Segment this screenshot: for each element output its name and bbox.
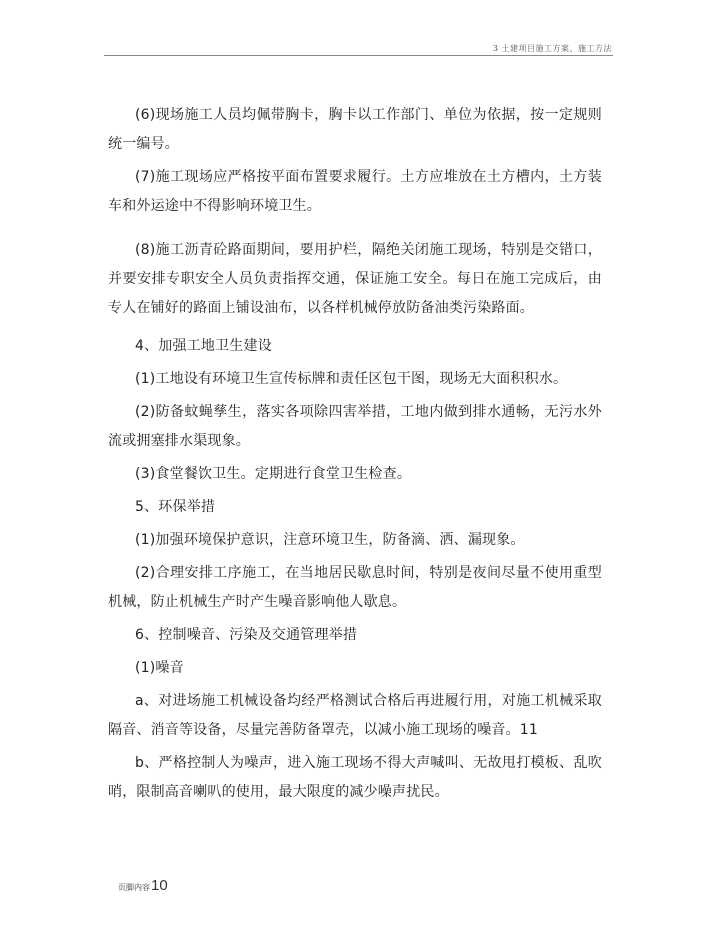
paragraph-noise-a: a、对进场施工机械设备均经严格测试合格后再进履行用，对施工机械采取隔音、消音等设备，尽量完善防备罩壳，以减小施工现场的噪音。11 bbox=[108, 693, 602, 738]
paragraph-item-8: (8)施工沥青砼路面期间，要用护栏，隔绝关闭施工现场，特别是交错口，并要安排专职安全人员负责指挥交通，保证施工安全。每日在施工完成后，由专人在铺好的路面上铺设油布，以各样机械停放防备油类污染路面。 bbox=[108, 242, 602, 316]
document-body bbox=[108, 101, 602, 807]
paragraph-item-6: (6)现场施工人员均佩带胸卡，胸卡以工作部门、单位为依据，按一定规则统一编号。 bbox=[108, 107, 602, 152]
section-heading-6: 6、控制噪音、污染及交通管理举措 bbox=[135, 627, 358, 643]
paragraph-4-3: (3)食堂餐饮卫生。定期进行食堂卫生检查。 bbox=[135, 466, 412, 482]
page-footer bbox=[118, 875, 168, 894]
paragraph-4-2: (2)防备蚊蝇孳生，落实各项除四害举措，工地内做到排水通畅，无污水外流或拥塞排水渠现象。 bbox=[108, 404, 602, 449]
footer-label: 页脚内容 bbox=[118, 883, 150, 892]
paragraph-4-1: (1)工地设有环境卫生宣传标牌和责任区包干图，现场无大面积积水。 bbox=[135, 371, 568, 387]
section-heading-4: 4、加强工地卫生建设 bbox=[135, 338, 272, 354]
paragraph-item-7: (7)施工现场应严格按平面布置要求履行。土方应堆放在土方槽内，土方装车和外运途中不得影响环境卫生。 bbox=[108, 169, 602, 214]
paragraph-5-1: (1)加强环境保护意识，注意环境卫生，防备滴、洒、漏现象。 bbox=[135, 532, 525, 548]
paragraph-noise-b: b、严格控制人为噪声，进入施工现场不得大声喊叫、无故甩打模板、乱吹哨，限制高音喇叭的使用，最大限度的减少噪声扰民。 bbox=[108, 755, 602, 800]
paragraph-5-2: (2)合理安排工序施工，在当地居民歇息时间，特别是夜间尽量不使用重型机械，防止机械生产时产生噪音影响他人歇息。 bbox=[108, 565, 602, 610]
header-divider bbox=[104, 55, 613, 56]
running-header: 3 土建项目施工方案、施工方法 bbox=[492, 44, 612, 53]
subsection-heading-noise: (1)噪音 bbox=[135, 660, 184, 676]
section-heading-5: 5、环保举措 bbox=[135, 499, 216, 515]
page-number: 10 bbox=[151, 877, 168, 894]
